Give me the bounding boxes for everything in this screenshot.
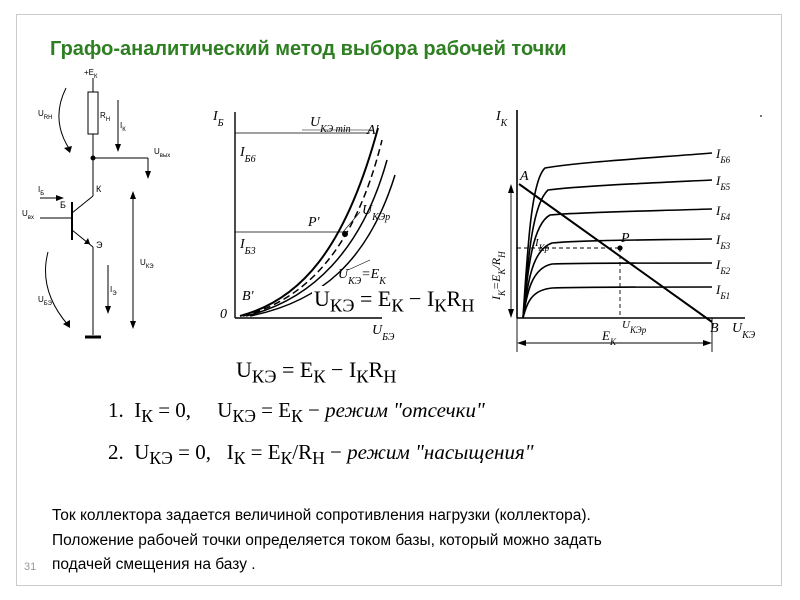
page-number: 31: [24, 561, 37, 573]
circuit-label-rk: $R_Н$: [100, 111, 111, 123]
curve-label: $I_{Б4}$: [716, 203, 731, 222]
input-origin-label: 0: [220, 307, 227, 322]
paragraph-line: подачей смещения на базу .: [52, 556, 256, 573]
output-point-b-label: B: [710, 321, 719, 336]
circuit-label-uvyh: $U_{вых}$: [154, 147, 171, 159]
curve-label: $I_{Б1}$: [716, 282, 731, 301]
paragraph-line: Положение рабочей точки определяется током базы, который можно задать: [52, 531, 602, 549]
circuit-label-ube: $U_{БЭ}$: [38, 295, 52, 307]
circuit-label-ib: $I_Б$: [38, 185, 45, 197]
input-ib6-label: $I_{Б6}$: [240, 145, 256, 165]
paragraph-line: Ток коллектора задается величиной сопротивления нагрузки (коллектора).: [52, 507, 591, 524]
circuit-label-ie: $I_Э$: [110, 285, 117, 297]
output-x-axis-label: $U_{КЭ}$: [732, 321, 756, 341]
output-curve-labels: [715, 146, 731, 301]
equation-cutoff: 1. $I_К = 0$, $U_{КЭ} = E_К$ − режим "отсечки": [108, 398, 485, 427]
input-x-axis-label: $U_{БЭ}$: [372, 323, 395, 343]
input-point-p-label: P': [308, 215, 320, 230]
curve-label: $I_{Б6}$: [716, 146, 731, 165]
circuit-label-uvh: $U_{вх}$: [22, 209, 34, 221]
input-point-a-label: A': [367, 123, 379, 138]
input-ukep-label: $U_{КЭр}$: [362, 203, 391, 223]
input-ib3-label: $I_{Б3}$: [240, 237, 256, 257]
curve-label: $I_{Б2}$: [716, 257, 731, 276]
output-ek-label: $E_К$: [602, 328, 616, 347]
input-y-axis-label: $I_Б$: [213, 109, 224, 129]
operating-point-output: [617, 245, 622, 250]
output-vertical-dimension-label: $I_К=E_К/R_Н$: [489, 251, 507, 300]
equation-main: $U_{КЭ} = E_К - I_КR_Н$: [236, 357, 397, 387]
circuit-label-uke: $U_{КЭ}$: [140, 258, 154, 270]
output-point-p-label: P: [621, 231, 630, 246]
input-ukeek-label: $U_{КЭ}=E_К$: [338, 267, 386, 287]
output-ukep-label: $U_{КЭр}$: [622, 319, 647, 335]
circuit-label-collector: К: [96, 184, 102, 194]
explanation-paragraph: [52, 504, 772, 578]
equation-saturation: 2. $U_{КЭ} = 0$, $I_К = E_К/R_Н$ − режим "насыщения": [108, 440, 534, 469]
circuit-label-supply: $+E_К$: [84, 68, 98, 80]
circuit-label-ik: $I_К$: [120, 121, 126, 133]
output-y-axis-label: $I_К$: [496, 109, 508, 129]
equation-overlay: $U_{КЭ} = E_К - I_КR_Н$: [314, 286, 475, 316]
input-ukemin-label: $U_{КЭ min}$: [310, 115, 351, 135]
circuit-label-emitter: Э: [96, 240, 103, 250]
slide-title: Графо-аналитический метод выбора рабочей точки: [50, 38, 567, 60]
circuit-label-urk: $U_{RН}$: [38, 109, 53, 121]
circuit-label-base: Б: [60, 200, 66, 210]
output-point-a-label: A: [520, 169, 529, 184]
curve-label: $I_{Б3}$: [716, 232, 731, 251]
input-point-b-label: B': [242, 289, 254, 304]
curve-label: $I_{Б5}$: [716, 173, 731, 192]
output-ikp-label: $I_{Кр}$: [535, 237, 550, 253]
